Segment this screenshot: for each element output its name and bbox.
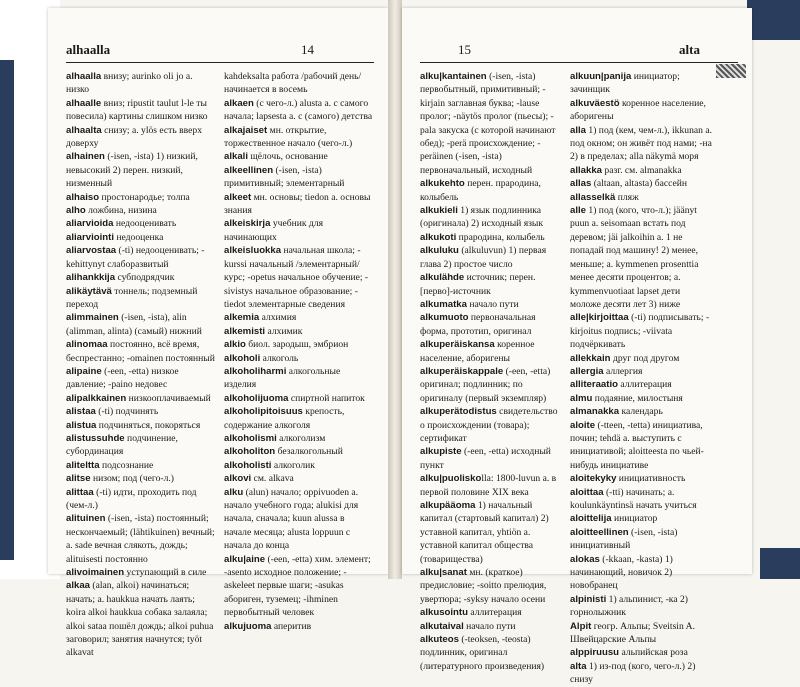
entry-definition: спиртной напиток — [288, 392, 365, 404]
dictionary-entry — [570, 164, 712, 177]
entry-headword: alinomaa — [66, 339, 108, 351]
entry-headword: aloitteellinen — [570, 526, 629, 538]
dictionary-entry — [224, 244, 374, 311]
left-column-1 — [66, 70, 216, 659]
entry-headword: alipaine — [66, 365, 102, 377]
entry-definition: (alan, alkoi) начинаться; начать; a. haukkua начать лаять; koira alkoi haukkua собака залаяла; alkoi sataa пошёл дождь; alkoi puhua заговорил; занятия начнутся; työt alkavat — [66, 580, 214, 659]
entry-definition: геогр. Альпы; Sveitsin A. Швейцарские Альпы — [570, 620, 695, 646]
entry-definition: (alun) начало; oppivuoden a. начало учебного года; alukisi для начала, сначала; kuun alussa в начале месяца; alusta loppuun с начала до конца — [224, 486, 359, 552]
entry-definition: (-isen, -ista) первобытный, примитивный; -kirjain заглавная буква; -lause пролог; -näytös пролог (пьесы); -pala закуска (с которой начинают обед); -perä происхождение; -peräinen (-isen, -ista) первоначальный, исходный — [420, 71, 556, 176]
entry-headword: alistua — [66, 419, 97, 431]
entry-headword: aloite — [570, 419, 596, 431]
right-page-columns — [420, 70, 712, 686]
entry-definition: 1) под (кого, что-л.); jäänyt puun a. seisomaan встать под деревом; jäi jalkoihin a. 1 не попадай под машину! 2) менее, меньше; a. kymmenen prosenttia менее десяти процентов; a. kymmenvuotiaat lapset дети моложе десяти лет 3) ниже — [570, 205, 699, 310]
dictionary-entry — [420, 365, 562, 405]
dictionary-entry — [420, 445, 562, 472]
entry-definition: (-ti) недооценивать; -kehittynyt слаборазвитый — [66, 245, 205, 270]
entry-definition: постоянно, всё время, беспрестанно; -omainen постоянный — [66, 339, 215, 364]
entry-headword: aliteltta — [66, 459, 100, 471]
entry-headword: alkeisluokka — [224, 245, 282, 257]
dictionary-entry — [224, 352, 374, 365]
entry-definition: 1) язык подлинника (оригинала) 2) исходный язык — [420, 205, 544, 230]
dictionary-entry — [66, 432, 216, 459]
dictionary-entry — [570, 365, 712, 378]
entry-headword: alitse — [66, 473, 91, 485]
entry-definition: (alkuluvun) 1) первая глава 2) простое число — [420, 245, 547, 270]
entry-definition: субподрядчик — [115, 272, 175, 284]
entry-definition: инициативность — [616, 473, 686, 485]
entry-headword: alkuväestö — [570, 97, 620, 109]
entry-headword: alkuun|panija — [570, 71, 632, 82]
entry-definition: аллитерация — [618, 379, 672, 391]
entry-headword: alla — [570, 124, 587, 136]
dictionary-entry — [224, 486, 374, 553]
entry-headword: almu — [570, 392, 593, 404]
entry-headword: allergia — [570, 365, 604, 377]
book-spine — [0, 60, 14, 560]
dictionary-entry — [224, 217, 374, 244]
entry-headword: alkoholi — [224, 352, 261, 364]
entry-headword: alkoholipitoisuus — [224, 406, 303, 418]
entry-definition: щёлочь, основание — [248, 151, 328, 163]
entry-headword: alistussuhde — [66, 432, 125, 444]
dictionary-entry — [570, 486, 712, 513]
entry-headword: alkeet — [224, 191, 252, 203]
entry-definition: 1) из-под (кого, чего-л.) 2) снизу — [570, 660, 696, 686]
entry-headword: alhaalla — [66, 71, 102, 82]
dictionary-entry — [570, 124, 712, 164]
entry-definition: коренное население, аборигены — [570, 97, 706, 123]
dictionary-entry — [66, 231, 216, 244]
dictionary-entry — [570, 593, 712, 620]
dictionary-entry — [570, 419, 712, 473]
entry-definition: алкоголизм — [276, 432, 326, 444]
entry-definition: начальная школа; -kurssi начальный /элементарный/ курс; -opetus начальное обучение; -sivistys начальное образование; -tiedot элементарные сведения — [224, 245, 369, 310]
dictionary-entry — [224, 70, 374, 97]
entry-definition: lla: 1800-luvun a. в первой половине XIX века — [420, 473, 557, 498]
entry-headword: alhaiso — [66, 191, 100, 203]
entry-headword: alliteraatio — [570, 379, 618, 391]
entry-headword: alkeiskirja — [224, 218, 271, 230]
entry-headword: alkoholiharmi — [224, 365, 287, 377]
left-page-columns — [66, 70, 374, 659]
dictionary-entry — [420, 244, 562, 271]
entry-definition: ложбина, низина — [85, 205, 157, 217]
entry-definition: (altaan, altasta) бассейн — [591, 178, 688, 190]
entry-definition: альпийская роза — [619, 647, 688, 659]
entry-definition: начало пути — [466, 298, 519, 310]
entry-headword: alku|sanat — [420, 567, 467, 579]
entry-headword: alimmainen — [66, 312, 119, 324]
entry-definition: подсознание — [99, 459, 154, 471]
dictionary-entry — [66, 579, 216, 659]
entry-headword: aliarvostaa — [66, 245, 117, 257]
entry-headword: almanakka — [570, 406, 620, 418]
dictionary-entry — [570, 191, 712, 204]
entry-headword: alkali — [224, 151, 249, 163]
dictionary-entry — [570, 472, 712, 485]
dictionary-entry — [570, 352, 712, 365]
dictionary-entry — [420, 620, 562, 633]
dictionary-entry — [570, 526, 712, 553]
entry-headword: alkumuoto — [420, 312, 469, 324]
entry-definition: мн. открытие, торжественное начало (чего-л.) — [224, 124, 353, 150]
book-cover-corner-bottom — [760, 548, 800, 579]
entry-definition: (-tti) начинать; a. koulunkäyntinsä начать учиться — [570, 486, 697, 511]
thumb-index-ornament — [716, 64, 746, 78]
entry-definition: аллергия — [603, 365, 643, 377]
dictionary-entry — [66, 405, 216, 418]
dictionary-entry — [570, 177, 712, 190]
right-header-word: alta — [679, 42, 700, 57]
entry-definition: (-tteen, -tetta) инициатива, почин; tehdä a. выступить с инициативой; aloitteesta по чьей-нибудь инициативе — [570, 419, 704, 471]
entry-headword: alipalkkainen — [66, 392, 127, 404]
right-column-2 — [570, 70, 712, 686]
book-gutter — [388, 0, 402, 579]
entry-headword: alhainen — [66, 151, 105, 163]
entry-definition: подчиняться, покоряться — [96, 419, 201, 431]
entry-headword: alle|kirjoittaa — [570, 312, 629, 324]
entry-headword: alikäytävä — [66, 285, 112, 297]
entry-headword: alkukieli — [420, 205, 458, 217]
entry-definition: разг. см. almanakka — [602, 164, 682, 176]
entry-headword: alkemia — [224, 312, 260, 324]
dictionary-entry — [420, 204, 562, 231]
dictionary-entry — [224, 445, 374, 458]
entry-definition: прародина, колыбель — [456, 231, 545, 243]
dictionary-entry — [420, 405, 562, 445]
dictionary-entry — [224, 150, 374, 163]
entry-headword: alkupiste — [420, 446, 462, 458]
dictionary-entry — [420, 298, 562, 311]
left-page-header — [66, 32, 374, 63]
entry-definition: безалкогольный — [275, 446, 343, 458]
entry-definition: инициатор; зачинщик — [570, 71, 680, 96]
dictionary-entry — [420, 566, 562, 606]
entry-headword: alkujuoma — [224, 620, 272, 632]
dictionary-entry — [420, 472, 562, 499]
entry-headword: alkuteos — [420, 634, 459, 646]
entry-definition: подаяние, милостыня — [592, 392, 683, 404]
dictionary-entry — [224, 124, 374, 151]
entry-definition: инициатор — [611, 513, 658, 525]
entry-headword: alokas — [570, 553, 600, 565]
left-page-number: 14 — [301, 42, 314, 57]
entry-definition: учебник для начинающих — [224, 218, 323, 243]
dictionary-entry — [66, 459, 216, 472]
dictionary-entry — [66, 486, 216, 513]
entry-definition: биол. зародыш, эмбрион — [245, 339, 349, 351]
entry-headword: alkuperäiskansa — [420, 339, 495, 351]
dictionary-entry — [420, 231, 562, 244]
entry-headword: alkoholismi — [224, 432, 277, 444]
dictionary-entry — [570, 646, 712, 659]
entry-headword: alta — [570, 660, 587, 672]
dictionary-entry — [66, 392, 216, 405]
entry-headword: alivoimainen — [66, 567, 125, 579]
dictionary-entry — [570, 405, 712, 418]
entry-headword: alku — [224, 486, 244, 498]
entry-definition: недооценивать — [113, 218, 177, 230]
book-cover-corner-top — [747, 0, 800, 40]
entry-definition: календарь — [619, 406, 663, 418]
entry-definition: снизу; a. ylös есть вверх доверху — [66, 124, 203, 150]
dictionary-entry — [66, 70, 216, 97]
entry-headword: alkukoti — [420, 231, 457, 243]
entry-headword: allekkain — [570, 352, 611, 364]
entry-definition: (-een, -etta) исходный пункт — [420, 446, 551, 471]
dictionary-entry — [420, 338, 562, 365]
entry-headword: alkupääoma — [420, 500, 476, 511]
entry-definition: (-een, -etta) хим. элемент; -asento исходное положение; -askeleet первые шаги; -asukas абориген, туземец; -ihminen первобытный человек — [224, 553, 371, 619]
entry-definition: 1) под (кем, чем-л.), ikkunan a. под окном; он живёт под нами; -на 2) в пределах; alla näkymä моря — [570, 124, 712, 163]
entry-definition: 1) начальный капитал (стартовый капитал) 2) уставной капитал, yhtiön a. уставной капитал общества (товарищества) — [420, 500, 549, 565]
dictionary-entry — [224, 97, 374, 124]
dictionary-entry — [66, 204, 216, 217]
entry-headword: alkutaival — [420, 620, 464, 632]
entry-definition: (-ti) подписывать; -kirjoitus подпись; -viivata подчёркивать — [570, 312, 710, 351]
dictionary-entry — [66, 566, 216, 579]
dictionary-entry — [570, 378, 712, 391]
entry-definition: первоначальная форма, прототип, оригинал — [420, 312, 536, 337]
dictionary-entry — [224, 311, 374, 324]
entry-definition: низом; под (чего-л.) — [90, 473, 174, 485]
dictionary-entry — [570, 512, 712, 525]
entry-definition: мн. основы; tiedon a. основы знания — [224, 191, 371, 217]
dictionary-entry — [224, 365, 374, 392]
entry-definition: (-isen, -ista) постоянный; нескончаемый; (lähtikuinen) вечный; a. sade вечная слякоть, дождь; alituisesti постоянно — [66, 513, 215, 565]
dictionary-entry — [224, 164, 374, 191]
entry-headword: alkeellinen — [224, 164, 274, 176]
dictionary-entry — [66, 217, 216, 230]
entry-headword: alle — [570, 205, 587, 217]
entry-definition: (-isen, -ista) инициативный — [570, 526, 678, 552]
entry-headword: alku|puolisko — [420, 473, 482, 485]
left-page — [48, 8, 388, 659]
entry-headword: alkovi — [224, 473, 252, 485]
dictionary-entry — [570, 204, 712, 311]
entry-headword: alistaa — [66, 406, 96, 418]
dictionary-entry — [224, 459, 374, 472]
entry-definition: уступающий в силе — [124, 567, 207, 579]
entry-headword: alppiruusu — [570, 647, 620, 659]
entry-definition: свидетельство о происхождении (товара); сертификат — [420, 406, 558, 444]
entry-definition: тоннель; подземный переход — [66, 285, 198, 310]
entry-headword: alkemisti — [224, 325, 266, 337]
dictionary-entry — [224, 191, 374, 218]
entry-definition: аперитив — [271, 620, 312, 632]
entry-headword: aloittelija — [570, 513, 612, 525]
entry-headword: alkio — [224, 339, 246, 351]
entry-headword: alkulähde — [420, 272, 465, 284]
entry-definition: мн. (краткое) предисловие; -soitto прелюдия, увертюра; -syksy начало осени — [420, 567, 547, 605]
entry-definition: аллитерация — [467, 607, 522, 619]
entry-headword: alpinisti — [570, 593, 607, 605]
dictionary-entry — [224, 620, 374, 633]
entry-headword: aloitekyky — [570, 473, 617, 485]
entry-headword: Alpit — [570, 620, 592, 632]
entry-definition: алкоголь — [260, 352, 299, 364]
entry-definition: (-isen, -ista), alin (alimman, alinta) (самый) нижний — [66, 312, 202, 337]
entry-definition: (-teoksen, -teosta) подлинник, оригинал (литературного произведения) — [420, 634, 545, 672]
entry-definition: (с чего-л.) alusta a. с самого начала; lapsesta a. с (самого) детства — [224, 97, 373, 123]
right-column-1 — [420, 70, 562, 672]
entry-headword: alho — [66, 205, 86, 217]
entry-headword: alku|aine — [224, 553, 266, 565]
dictionary-entry — [66, 285, 216, 312]
dictionary-entry — [66, 124, 216, 151]
entry-headword: alittaa — [66, 486, 94, 498]
dictionary-entry — [66, 97, 216, 124]
dictionary-entry — [224, 392, 374, 405]
dictionary-entry — [66, 365, 216, 392]
dictionary-entry — [570, 620, 712, 647]
entry-definition: 1) альпинист, -ка 2) горнолыжник — [570, 593, 688, 619]
dictionary-entry — [420, 311, 562, 338]
entry-definition: пляж — [615, 191, 639, 203]
entry-definition: алкоголик — [271, 459, 315, 471]
dictionary-entry — [420, 70, 562, 177]
entry-headword: alkukehto — [420, 178, 465, 190]
right-page — [402, 8, 752, 686]
entry-definition: перен. прародина, колыбель — [420, 178, 541, 203]
entry-definition: см. alkava — [251, 473, 294, 485]
dictionary-entry — [570, 392, 712, 405]
dictionary-entry — [420, 177, 562, 204]
entry-definition: вниз; ripustit taulut l-le ты повесила) картины слишком низко — [66, 97, 208, 123]
entry-definition: недооценка — [113, 231, 164, 243]
entry-headword: alituinen — [66, 513, 106, 525]
dictionary-entry — [224, 338, 374, 351]
entry-headword: alihankkija — [66, 272, 116, 284]
dictionary-entry — [224, 472, 374, 485]
dictionary-entry — [570, 311, 712, 351]
dictionary-entry — [66, 271, 216, 284]
entry-definition: (-kkaan, -kasta) 1) начинающий, новичок 2) новобранец — [570, 553, 673, 592]
left-column-2 — [224, 70, 374, 632]
entry-definition: (-ti) идти, проходить под (чем-л.) — [66, 486, 197, 511]
entry-headword: allakka — [570, 164, 603, 176]
dictionary-entry — [570, 70, 712, 97]
entry-definition: алкогольные изделия — [224, 365, 341, 391]
entry-definition: друг под другом — [610, 352, 680, 364]
right-page-header — [420, 32, 738, 63]
dictionary-entry — [66, 512, 216, 566]
entry-headword: alhaalle — [66, 97, 102, 109]
entry-headword: allas — [570, 178, 592, 190]
dictionary-entry — [224, 553, 374, 620]
dictionary-entry — [420, 606, 562, 619]
entry-headword: alkoholiton — [224, 446, 276, 458]
dictionary-entry — [570, 97, 712, 124]
entry-headword: alkaen — [224, 97, 254, 109]
entry-headword: alkuperätodistus — [420, 406, 497, 418]
dictionary-entry — [66, 338, 216, 365]
dictionary-entry — [224, 325, 374, 338]
entry-definition: (-isen, -ista) примитивный; элементарный — [224, 164, 345, 190]
entry-definition: крепость, содержание алкоголя — [224, 406, 345, 431]
dictionary-entry — [224, 405, 374, 432]
entry-definition: (-een, -etta) оригинал; подлинник; по оригиналу (первый экземпляр) — [420, 365, 551, 404]
entry-headword: alkoholijuoma — [224, 392, 289, 404]
dictionary-entry — [420, 499, 562, 566]
dictionary-entry — [420, 633, 562, 673]
entry-definition: (-ti) подчинять — [95, 406, 159, 418]
dictionary-entry — [66, 244, 216, 271]
dictionary-entry — [570, 660, 712, 687]
dictionary-entry — [66, 311, 216, 338]
left-header-word: alhaalla — [66, 42, 111, 57]
entry-definition: подчинение, субординация — [66, 432, 178, 458]
entry-headword: alkajaiset — [224, 124, 268, 136]
entry-headword: aliarvioida — [66, 218, 114, 230]
dictionary-entry — [66, 472, 216, 485]
entry-definition: простонародье; толпа — [99, 191, 190, 203]
entry-headword: alkuluku — [420, 245, 459, 257]
entry-headword: alkaa — [66, 580, 91, 592]
entry-headword: alkusointu — [420, 607, 468, 619]
dictionary-entry — [420, 271, 562, 298]
dictionary-entry — [224, 432, 374, 445]
dictionary-entry — [66, 419, 216, 432]
entry-headword: aloittaa — [570, 486, 604, 498]
entry-headword: alkuperäiskappale — [420, 365, 504, 377]
entry-headword: allasselkä — [570, 191, 616, 203]
entry-definition: коренное население, аборигены — [420, 339, 535, 364]
entry-definition: алхимик — [265, 325, 303, 337]
entry-headword: alkumatka — [420, 298, 467, 310]
right-page-number: 15 — [458, 42, 471, 57]
dictionary-entry — [66, 191, 216, 204]
dictionary-entry — [570, 553, 712, 593]
entry-definition: низкооплачиваемый — [126, 392, 211, 404]
entry-headword: alku|kantainen — [420, 71, 487, 82]
entry-headword: aliarviointi — [66, 231, 114, 243]
entry-definition: внизу; aurinko oli jo a. низко — [66, 71, 193, 96]
entry-definition: (-een, -etta) низкое давление; -paino недовес — [66, 365, 179, 391]
entry-headword: alkoholisti — [224, 459, 272, 471]
entry-definition: алхимия — [259, 312, 297, 324]
entry-definition: источник; перен. [перво]-источник — [420, 272, 536, 297]
entry-headword: alhaalta — [66, 124, 102, 136]
dictionary-entry — [66, 150, 216, 190]
entry-definition: начало пути — [463, 620, 516, 632]
entry-definition: kahdeksalta работа /рабочий день/ начинается в восемь — [224, 71, 362, 96]
entry-definition: (-isen, -ista) 1) низкий, невысокий 2) перен. низкий, низменный — [66, 151, 198, 190]
